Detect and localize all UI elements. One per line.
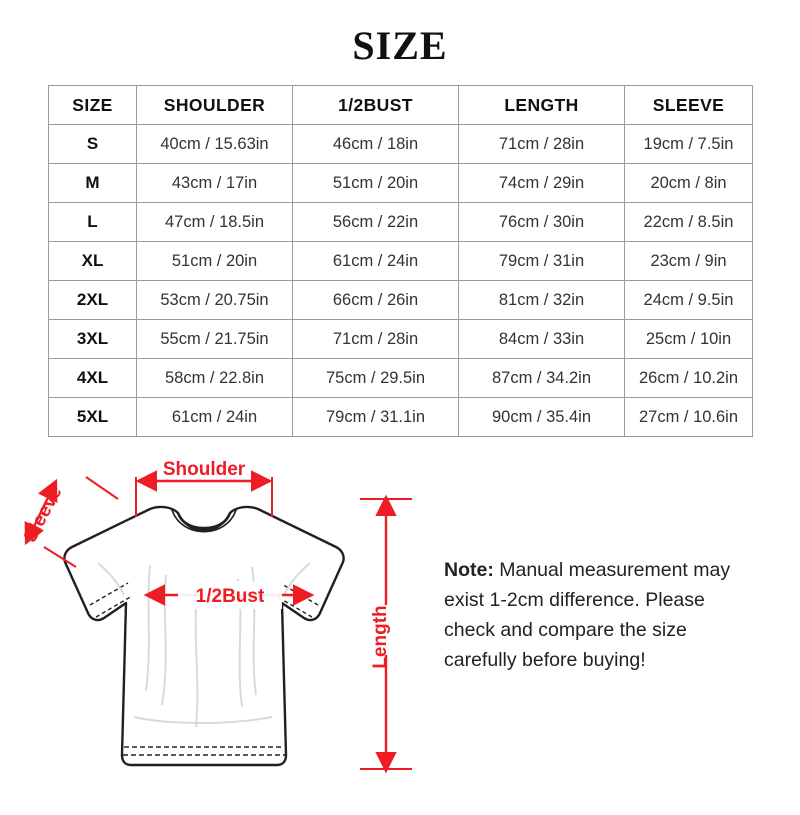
- cell-length: 76cm / 30in: [459, 203, 625, 242]
- cell-shoulder: 55cm / 21.75in: [137, 320, 293, 359]
- cell-sleeve: 25cm / 10in: [625, 320, 753, 359]
- cell-shoulder: 51cm / 20in: [137, 242, 293, 281]
- cell-shoulder: 47cm / 18.5in: [137, 203, 293, 242]
- note-label: Note:: [444, 559, 494, 581]
- cell-length: 74cm / 29in: [459, 164, 625, 203]
- cell-shoulder: 53cm / 20.75in: [137, 281, 293, 320]
- cell-sleeve: 26cm / 10.2in: [625, 359, 753, 398]
- length-label: Length: [370, 605, 391, 669]
- measurement-note: [444, 555, 754, 675]
- table-row: [49, 203, 753, 242]
- cell-bust: 51cm / 20in: [293, 164, 459, 203]
- cell-length: 90cm / 35.4in: [459, 398, 625, 437]
- cell-sleeve: 27cm / 10.6in: [625, 398, 753, 437]
- table-header-row: [49, 86, 753, 125]
- size-table-container: [48, 85, 752, 437]
- table-row: [49, 242, 753, 281]
- table-row: [49, 164, 753, 203]
- cell-bust: 61cm / 24in: [293, 242, 459, 281]
- cell-bust: 71cm / 28in: [293, 320, 459, 359]
- table-row: [49, 359, 753, 398]
- table-row: [49, 281, 753, 320]
- page-title: SIZE: [352, 23, 448, 68]
- cell-size: 4XL: [49, 359, 137, 398]
- table-row: [49, 320, 753, 359]
- tshirt-illustration: [64, 507, 343, 765]
- table-row: [49, 398, 753, 437]
- column-header-bust: 1/2BUST: [293, 86, 459, 125]
- size-table: [48, 85, 753, 437]
- cell-size: 5XL: [49, 398, 137, 437]
- cell-size: S: [49, 125, 137, 164]
- cell-sleeve: 20cm / 8in: [625, 164, 753, 203]
- column-header-size: SIZE: [49, 86, 137, 125]
- cell-length: 87cm / 34.2in: [459, 359, 625, 398]
- column-header-shoulder: SHOULDER: [137, 86, 293, 125]
- cell-size: M: [49, 164, 137, 203]
- cell-size: 2XL: [49, 281, 137, 320]
- column-header-length: LENGTH: [459, 86, 625, 125]
- cell-length: 81cm / 32in: [459, 281, 625, 320]
- cell-bust: 66cm / 26in: [293, 281, 459, 320]
- cell-shoulder: 43cm / 17in: [137, 164, 293, 203]
- cell-sleeve: 23cm / 9in: [625, 242, 753, 281]
- cell-size: L: [49, 203, 137, 242]
- cell-bust: 75cm / 29.5in: [293, 359, 459, 398]
- cell-length: 71cm / 28in: [459, 125, 625, 164]
- cell-shoulder: 61cm / 24in: [137, 398, 293, 437]
- cell-size: 3XL: [49, 320, 137, 359]
- cell-bust: 79cm / 31.1in: [293, 398, 459, 437]
- note-text: Manual measurement may exist 1-2cm difference. Please check and compare the size carefully before buying!: [444, 559, 731, 671]
- cell-length: 84cm / 33in: [459, 320, 625, 359]
- cell-length: 79cm / 31in: [459, 242, 625, 281]
- cell-shoulder: 40cm / 15.63in: [137, 125, 293, 164]
- cell-sleeve: 24cm / 9.5in: [625, 281, 753, 320]
- tshirt-measurement-diagram: [0, 455, 800, 815]
- cell-bust: 56cm / 22in: [293, 203, 459, 242]
- cell-size: XL: [49, 242, 137, 281]
- sleeve-label: Sleeve: [19, 482, 67, 546]
- cell-sleeve: 19cm / 7.5in: [625, 125, 753, 164]
- shoulder-label: Shoulder: [162, 459, 246, 480]
- cell-sleeve: 22cm / 8.5in: [625, 203, 753, 242]
- table-row: [49, 125, 753, 164]
- cell-bust: 46cm / 18in: [293, 125, 459, 164]
- bust-label: 1/2Bust: [195, 586, 265, 607]
- column-header-sleeve: SLEEVE: [625, 86, 753, 125]
- cell-shoulder: 58cm / 22.8in: [137, 359, 293, 398]
